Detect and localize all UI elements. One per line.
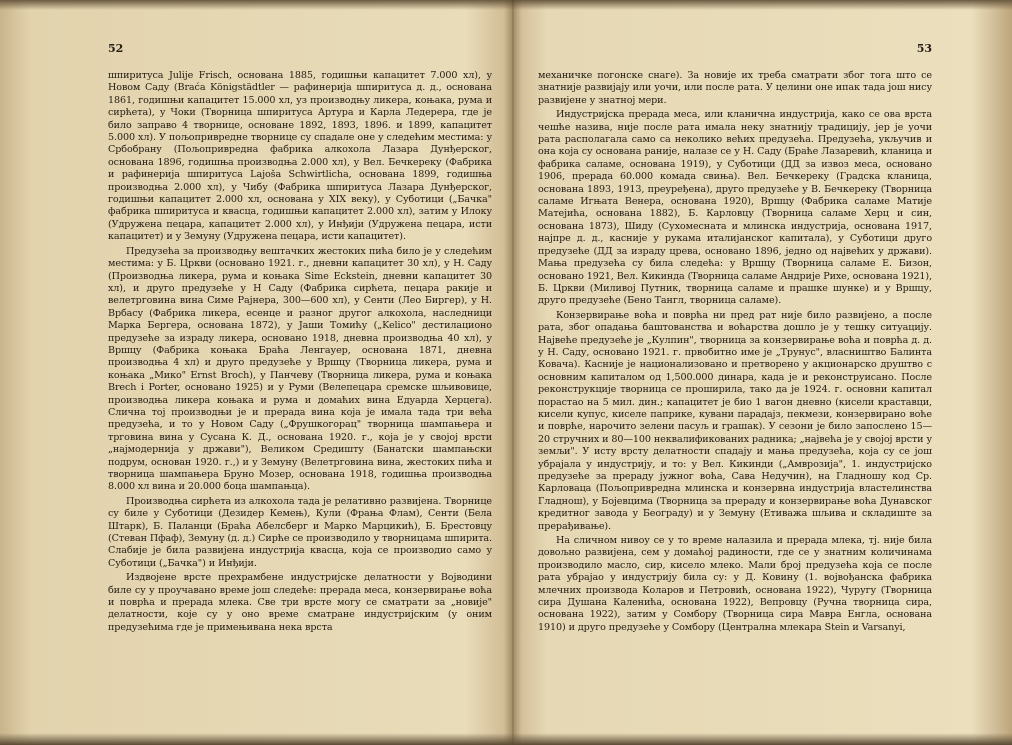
right-page: [538, 42, 932, 636]
paragraph: На сличном нивоу се у то време налазила и прерада млека, тј. није била довољно развијена, сем у домаћој радиности, где се у знатним количинама производило масло, сир, кисело млеко. Мали број предузећа која се после рата убрајао у индустрију била су: у Д. Ковину (1. војвођанска фабрика млечних производа Коларов и Петровић, основана 1922), Чуругу (Творница сира Душана Каленића, основана 1922), Вепровцу (Ручна творница сира, основана 1922), затим у Сомбору (Творница сира Мавра Енгла, основана 1910) и друго предузеће у Сомбору (Централна млекара Stein и Varsanyi,: [538, 535, 932, 633]
book-bottom-edge: [0, 733, 1012, 745]
paragraph: Предузећа за производњу вештачких жестоких пића било је у следећим местима: у Б. Цркви (основано 1921. г., дневни капацитет 30 хл), у Н. Саду (Производња ликера, рума и коњака Sime Eckstein, дневни капацитет 30 хл), и друго предузеће у Н Саду (Фабрика сирћета, пецара ракије и велетрговина вина Симе Рајнера, 300—600 хл), у Сенти (Лео Биргер), у Н. Врбасу (Фабрика ликера, есенце и разног другог алкохола, наследници Марка Бергера, основана 1872), у Јаши Томићу („Kelico" дестилационо предузеће за израду ликера, основано 1918, дневна производња 40 хл), у Вршцу (Фабрика коњака Браћа Ленгауер, основана 1871, дневна производња 4 хл) и друго предузеће у Вршцу (Творница ликера, рума и коњака „Мико" Ernst Broch), у Панчеву (Творница ликера, рума и коњака Brech i Porter, основано 1925) и у Руми (Велепецара сремске шљивовице, производња ликера коњака и рума и домаћих вина Едуарда Херцега). Слична тој производњи је и прерада вина која је имала тада три већа предузећа, и то у Новом Саду („Фрушкогорац" творница шампањера и трговина вина у Сусана К. Д., основана 1920. г., која је у својој врсти „најмодернија у држави"), Великом Средишту (Банатски шампањски подрум, основан 1920. г.,) и у Земуну (Велетрговина вина, жестоких пића и творница шампањера Бруно Мозер, основана 1918, годишња производња 8.000 хл вина и 20.000 боца шампањца).: [108, 245, 492, 493]
paragraph: Конзервирање воћа и поврћа ни пред рат није било развијено, а после рата, због опадања баштованства и воћарства дошло је у тешку ситуацију. Највеће предузеће је „Кулпин", творница за конзервирање воћа и поврћа д. д. у Н. Саду, основано 1921. г. првобитно име је „Трунус", власништво Балинта Ковача). Касније је национализовано и претворено у акционарско друштво с основним капиталом од 1,500.000 динара, када је и реконструисано. После реконструкције творница се проширила, тако да је 1924. г. основни капитал порастао на 5 мил. дин.; капацитет је био 1 вагон дневно (кисели краставци, кисели купус, киселе паприке, кувани парадајз, пекмези, конзервирано воће и поврће, нарочито зелени пасуљ и грашак). У сезони је било запослено 15—20 стручних и 80—100 неквалификованих радника; „највећа је у својој врсти у земљи". У исту врсту делатности спадају и мања предузећа, која су се још убрајала у индустрију, и то: у Вел. Кикинди („Амврозија", 1. индустријско предузеће за прераду јужног воћа, Сава Недучин), на Гладношу код Ср. Карловаца (Пољопривредна млинска и конзервна индустрија властелинства Гладнош), у Бојевцима (Творница за прераду и конзервирање воћа Дунавског кредитног завода у Београду) и у Земуну (Етиважа шљива и складиште за прерађивање).: [538, 309, 932, 532]
page-text: [108, 70, 492, 634]
book-spine: [504, 0, 522, 745]
paragraph: механичке погонске снаге). За новије их треба сматрати због тога што се знатније развијају или уочи, или после рата. У целини оне ипак тада још нису развијене у знатној мери.: [538, 70, 932, 106]
paragraph: Производња сирћета из алкохола тада је релативно развијена. Творнице су биле у Суботици (Дезидер Кемењ), Кули (Фрања Флам), Сенти (Бела Штарк), Б. Паланци (Браћа Абелсберг и Марко Марцикић), Б. Брестовцу (Стеван Пфаф), Земуну (д. д.) Сирће се производило у творницама шпирита. Слабије је била развијена индустрија квасца, која се производио само у Суботици („Бачка") и Инђији.: [108, 495, 492, 569]
paragraph: Индустријска прерада меса, или кланична индустрија, како се ова врста чешће назива, није после рата имала неку знатнију традицију, јер је уочи рата располагала само са неколико већих предузећа. Предузећа, укључив и она која су основана раније, налазе се у Н. Саду (Браће Лазаревић, кланица и фабрика саламе, основана 1919), у Суботици (ДД за извоз меса, основано 1906, прерада 60.000 комада свиња). Вел. Бечкереку (Градска кланица, основана 1893, 1913, преуређена), друго предузеће у В. Бечкереку (Творница саламе Игњата Венера, основана 1920), Вршцу (Фабрика саламе Матије Матејића, основана 1882), Б. Карловцу (Творница саламе Херц и син, основана 1873), Шиду (Сухомесната и млинска индустрија, основана 1917, најпре д. д., касније у рукама италијанског капитала), у Суботици друго предузеће (ДД за израду црева, основано 1896, једно од највећих у држави). Мања предузећа су била следећа: у Вршцу (Творница саламе Е. Бизон, основано 1921, Вел. Кикинда (Творница саламе Андрије Рихе, основана 1921), Б. Цркви (Миливој Путник, творница саламе и прашке шунке) и у Вршцу, друго предузеће (Бено Тангл, творница саламе).: [538, 109, 932, 307]
paragraph: шпиритуса Julije Frisch, основана 1885, годишњи капацитет 7.000 хл), у Новом Саду (Braća Königstädtler — рафинерија шпиритуса д. д., основана 1861, годишњи капацитет 15.000 хл, уз производњу ликера, коњака, рума и сирћета), у Чоки (Творница шпиритуса Артура и Карла Ледерера, где је било заправо 4 творнице, основане 1892, 1893, 1896. и 1899, капацитет 5.000 хл). У пољопривредне творнице су спадале оне у следећим местима: у Србобрану (Пољопривредна фабрика алкохола Лазара Дунђерског, основана 1896, годишња производња 2.000 хл), у Вел. Бечкереку (Фабрика и рафинерија шпиритуса Lajoša Schwirtlicha, основана 1899, годишња производња 2.000 хл), у Чибу (Фабрика шпиритуса Лазара Дунђерског, годишњи капацитет 2.000 хл, основана у XIX веку), у Суботици („Бачка" фабрика шпиритуса и квасца, годишњи капацитет 2.000 хл), затим у Илоку (Удружена пецара, капацитет 2.000 хл), у Инђији (Удружена пецара, исти капацитет) и у Земуну (Удружена пецара, исти капацитет).: [108, 70, 492, 243]
left-page: [108, 42, 492, 636]
page-text: [538, 70, 932, 634]
paragraph: Издвојене врсте прехрамбене индустријске делатности у Војводини биле су у проучавано време још следеће: прерада меса, конзервирање воћа и поврћа и прерада млека. Све три врсте могу се сматрати за „новије" делатности, које су у оно време сматране индустријским (у оним предузећима где је примењивана нека врста: [108, 572, 492, 633]
page-number: 53: [916, 42, 932, 55]
page-number: 52: [108, 42, 124, 55]
